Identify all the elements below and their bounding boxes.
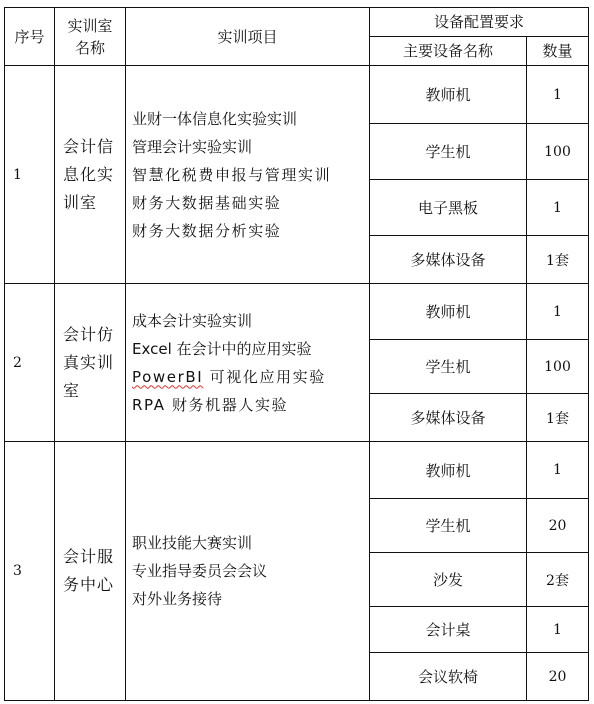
equipment-qty: 20 — [527, 653, 589, 701]
table-row — [5, 442, 589, 499]
project-item: 财务大数据基础实验 — [132, 193, 282, 212]
equipment-qty: 1 — [527, 442, 589, 499]
equipment-qty: 100 — [527, 124, 589, 180]
project-item: PowerBI 可视化应用实验 — [132, 367, 326, 386]
equipment-name: 教师机 — [370, 284, 527, 340]
room-line: 会计仿 — [63, 324, 115, 344]
equipment-name: 电子黑板 — [370, 180, 527, 236]
project-item: 职业技能大赛实训 — [132, 534, 253, 552]
project-item: 管理会计实验实训 — [132, 137, 253, 156]
row-seq: 3 — [5, 442, 55, 701]
row-projects — [126, 442, 370, 701]
header-seq: 序号 — [5, 8, 55, 66]
equipment-name: 学生机 — [370, 340, 527, 394]
equipment-qty: 1 — [527, 66, 589, 124]
equipment-qty: 2套 — [527, 553, 589, 607]
equipment-name: 会议软椅 — [370, 653, 527, 701]
row-room-name — [55, 66, 126, 284]
table-row — [5, 284, 589, 340]
equipment-name: 多媒体设备 — [370, 394, 527, 442]
header-equipment-name: 主要设备名称 — [370, 37, 527, 66]
row-room-name — [55, 442, 126, 701]
equipment-name: 学生机 — [370, 124, 527, 180]
header-room-text: 实训室名称 — [67, 16, 113, 57]
room-line: 训室 — [63, 192, 98, 212]
equipment-name: 教师机 — [370, 66, 527, 124]
row-projects — [126, 66, 370, 284]
project-item: 业财一体信息化实验实训 — [132, 109, 298, 128]
row-seq: 1 — [5, 66, 55, 284]
project-item: Excel 在会计中的应用实验 — [132, 339, 312, 358]
header-row-1 — [5, 8, 589, 37]
equipment-name: 学生机 — [370, 499, 527, 553]
equipment-name: 教师机 — [370, 442, 527, 499]
training-room-table — [4, 7, 589, 701]
equipment-name: 多媒体设备 — [370, 236, 527, 284]
equipment-table-container — [4, 7, 588, 700]
equipment-qty: 1 — [527, 284, 589, 340]
project-item: 财务大数据分析实验 — [132, 221, 282, 240]
equipment-qty: 1套 — [527, 394, 589, 442]
row-seq: 2 — [5, 284, 55, 442]
room-line: 会计服 — [63, 547, 115, 566]
project-item: 专业指导委员会会议 — [132, 562, 268, 580]
equipment-qty: 1套 — [527, 236, 589, 284]
header-quantity: 数量 — [527, 37, 589, 66]
project-item: 成本会计实验实训 — [132, 311, 253, 330]
project-item: 智慧化税费申报与管理实训 — [132, 165, 332, 184]
equipment-qty: 100 — [527, 340, 589, 394]
spellcheck-underlined-word: PowerBI — [132, 367, 204, 386]
equipment-qty: 1 — [527, 607, 589, 653]
header-project: 实训项目 — [126, 8, 370, 66]
room-line: 务中心 — [63, 575, 115, 594]
room-line: 室 — [63, 380, 81, 400]
row-projects — [126, 284, 370, 442]
table-row — [5, 66, 589, 124]
equipment-qty: 1 — [527, 180, 589, 236]
room-line: 真实训 — [63, 352, 115, 372]
equipment-name: 会计桌 — [370, 607, 527, 653]
equipment-qty: 20 — [527, 499, 589, 553]
room-line: 会计信 — [63, 136, 115, 156]
project-item: RPA 财务机器人实验 — [132, 395, 289, 414]
header-room — [55, 8, 126, 66]
project-item: 对外业务接待 — [132, 590, 223, 608]
room-line: 息化实 — [63, 164, 115, 184]
equipment-name: 沙发 — [370, 553, 527, 607]
header-equipment-group: 设备配置要求 — [370, 8, 589, 37]
row-room-name — [55, 284, 126, 442]
